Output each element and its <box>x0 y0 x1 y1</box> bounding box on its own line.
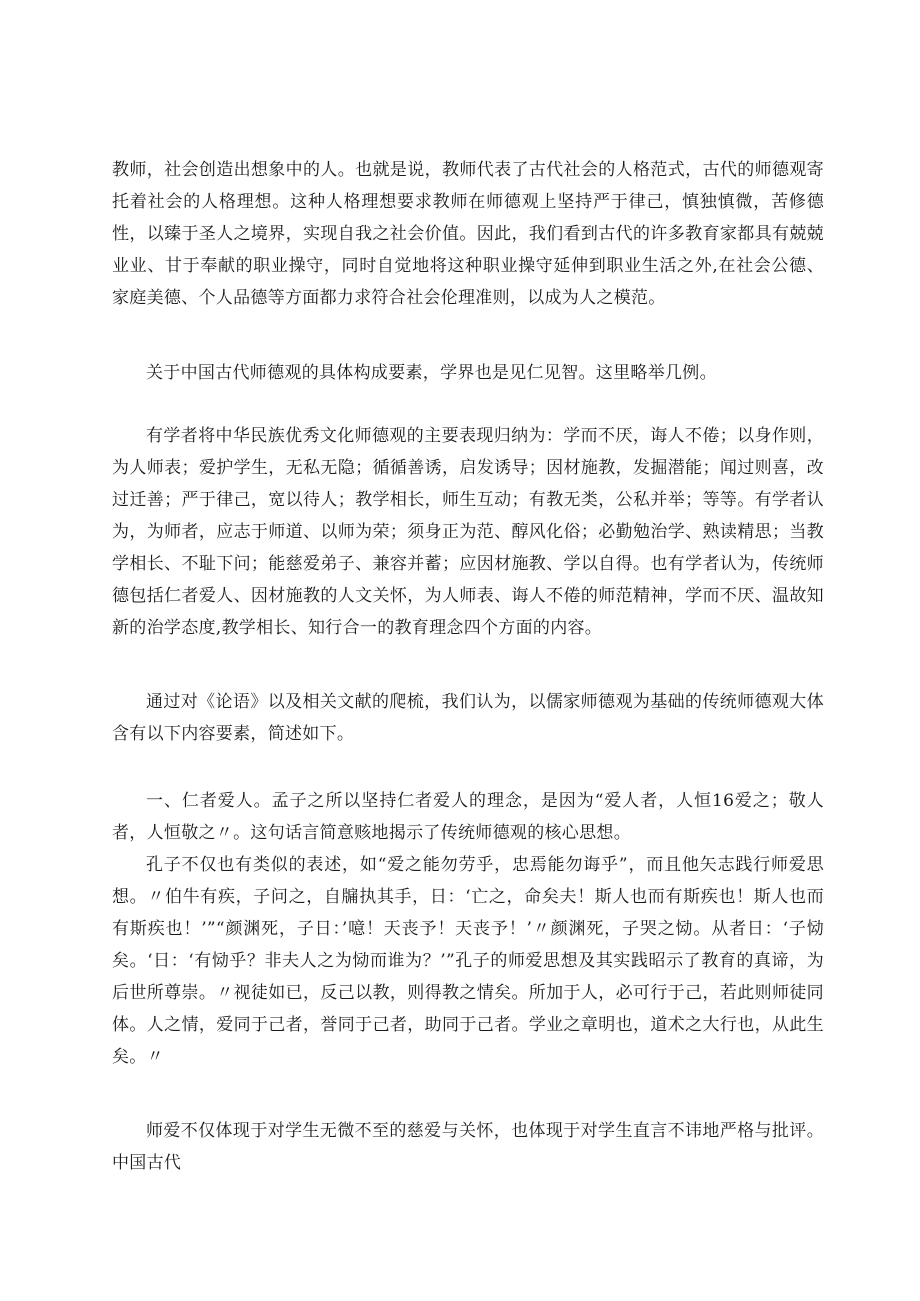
paragraph-5: 一、仁者爱人。孟子之所以坚持仁者爱人的理念，是因为“爱人者，人恒16爱之；敬人者，人恒敬之〃。这句话言简意赅地揭示了传统师德观的核心思想。 <box>112 791 824 843</box>
paragraph-3: 有学者将中华民族优秀文化师德观的主要表现归纳为：学而不厌，诲人不倦；以身作则，为人师表；爱护学生，无私无隐；循循善诱，启发诱导；因材施教，发掘潜能；闻过则喜，改过迁善；严于律己，宽以待人；教学相长，师生互动；有教无类，公私并举；等等。有学者认为，为师者，应志于师道、以师为荣；须身正为范、醇风化俗；必勤勉治学、熟读精思；当教学相长、不耻下问；能慈爱弟子、兼容并蓄；应因材施教、学以自得。也有学者认为，传统师德包括仁者爱人、因材施教的人文关怀，为人师表、诲人不倦的师范精神，学而不厌、温故知新的治学态度,教学相长、知行合一的教育理念四个方面的内容。 <box>112 426 824 638</box>
paragraph-4: 通过对《论语》以及相关文献的爬梳，我们认为，以儒家师德观为基础的传统师德观大体含有以下内容要素，简述如下。 <box>112 692 824 744</box>
paragraph-1: 教师，社会创造出想象中的人。也就是说，教师代表了古代社会的人格范式，古代的师德观寄托着社会的人格理想。这种人格理想要求教师在师德观上坚持严于律己，慎独慎微，苦修德性，以臻于圣人之境界，实现自我之社会价值。因此，我们看到古代的许多教育家都具有兢兢业业、甘于奉献的职业操守，同时自觉地将这种职业操守延伸到职业生活之外,在社会公德、家庭美德、个人品德等方面都力求符合社会伦理准则，以成为人之模范。 <box>112 160 824 308</box>
paragraph-7: 师爱不仅体现于对学生无微不至的慈爱与关怀，也体现于对学生直言不讳地严格与批评。中国古代 <box>112 1121 824 1173</box>
paragraph-6: 孔子不仅也有类似的表述，如“爱之能勿劳乎，忠焉能勿诲乎”，而且他矢志践行师爱思想。〃伯牛有疾，子问之，自牖执其手，日：‘亡之，命矣夫！斯人也而有斯疾也！斯人也而有斯疾也！’”“颜渊死，子日：’噫！天丧予！天丧予！’〃颜渊死，子哭之恸。从者日：‘子恸矣。‘日：‘有恸乎？非夫人之为恸而谁为？’”孔子的师爱思想及其实践昭示了教育的真谛，为后世所尊崇。〃视徒如已，反己以教，则得教之情矣。所加于人，必可行于己，若此则师徒同体。人之情，爱同于己者，誉同于己者，助同于己者。学业之章明也，道术之大行也，从此生矣。〃 <box>112 855 824 1067</box>
paragraph-2: 关于中国古代师德观的具体构成要素，学界也是见仁见智。这里略举几例。 <box>146 363 717 383</box>
